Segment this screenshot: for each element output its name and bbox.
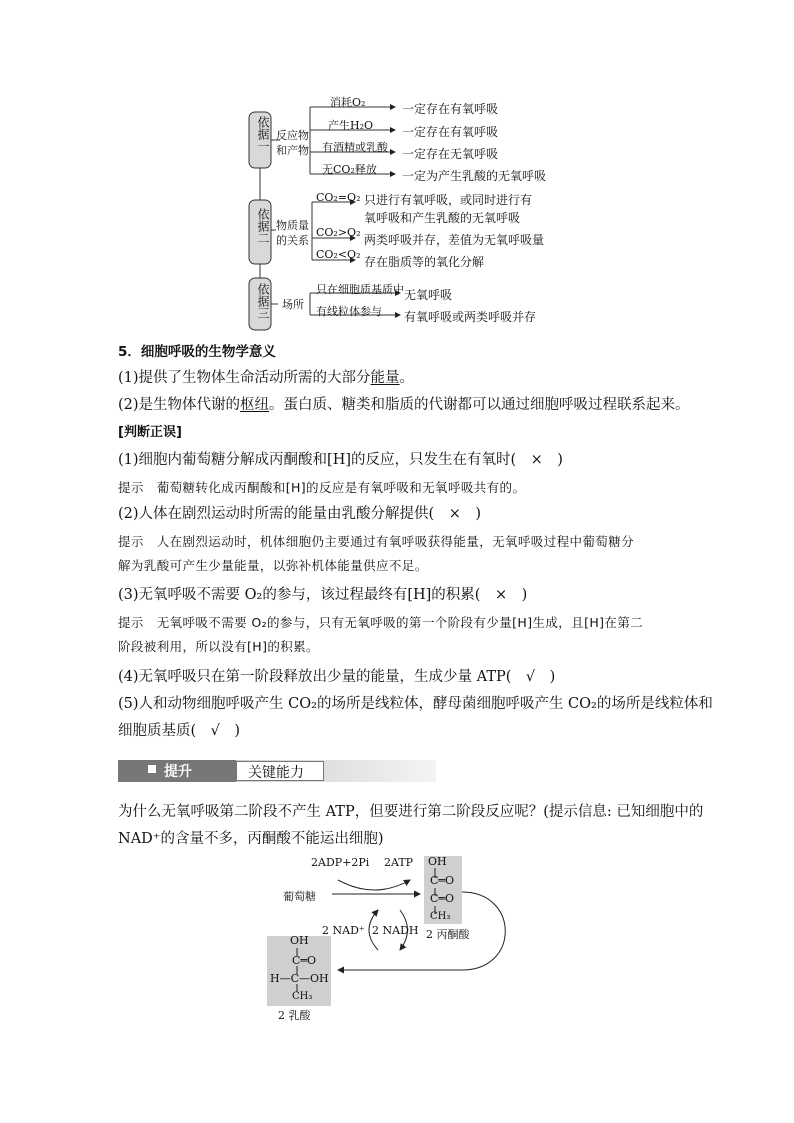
b2-result-1b: 氧呼吸和产生乳酸的无氧呼吸	[364, 211, 521, 225]
lac-c1: C═O	[292, 954, 317, 967]
adp-label: 2ADP+2Pi	[311, 856, 370, 869]
p2-end: 。蛋白质、糖类和脂质的代谢都可以通过细胞呼吸过程联系起来。	[269, 397, 690, 413]
pyr-c2: C═O	[430, 892, 455, 905]
judge-h2b: 解为乳酸可产生少量能量，以弥补机体能量供应不足。	[118, 558, 428, 573]
judge-q1: (1)细胞内葡萄糖分解成丙酮酸和[H]的反应，只发生在有氧时( × )	[118, 452, 563, 468]
basis2-label: 依据二	[256, 208, 270, 244]
pyr-ch3: CH₃	[430, 911, 451, 922]
atp-label: 2ATP	[384, 856, 414, 869]
section5-heading: 5．细胞呼吸的生物学意义	[118, 344, 276, 360]
basis1-label: 依据一	[256, 116, 270, 152]
judge-q3: (3)无氧呼吸不需要 O₂的参与，该过程最终有[H]的积累( × )	[118, 587, 528, 603]
banner-square-icon	[148, 765, 156, 773]
b2-label-2: 的关系	[276, 234, 309, 247]
judge-q2: (2)人体在剧烈运动时所需的能量由乳酸分解提供( × )	[118, 506, 482, 522]
b1-result-4: 一定为产生乳酸的无氧呼吸	[402, 169, 547, 183]
glucose-label: 葡萄糖	[283, 890, 316, 903]
b2-cond-1: CO₂=O₂	[316, 191, 361, 204]
b1-result-1: 一定存在有氧呼吸	[402, 102, 499, 116]
banner-right-text: 关键能力	[248, 765, 304, 781]
p2-underline: 枢纽	[240, 397, 270, 413]
judge-h1: 提示 葡萄糖转化成丙酮酸和[H]的反应是有氧呼吸和无氧呼吸共有的。	[118, 480, 526, 495]
b2-cond-3: CO₂<O₂	[316, 248, 361, 261]
lac-oh: OH	[290, 934, 309, 947]
pyruvate-label: 2 丙酮酸	[426, 928, 470, 941]
b2-result-2: 两类呼吸并存，差值为无氧呼吸量	[364, 233, 545, 247]
b1-cond-3: 有酒精或乳酸	[322, 141, 388, 154]
p1-underline: 能量	[370, 370, 400, 386]
b1-result-3: 一定存在无氧呼吸	[402, 147, 499, 161]
judge-q4: (4)无氧呼吸只在第一阶段释放出少量的能量，生成少量 ATP( √ )	[118, 669, 556, 685]
nad-label: 2 NAD⁺	[322, 924, 365, 937]
lactate-label: 2 乳酸	[278, 1009, 311, 1022]
pyr-c1: C═O	[430, 874, 455, 887]
b3-label: 场所	[282, 298, 304, 311]
b2-cond-2: CO₂>O₂	[316, 226, 361, 239]
basis3-label: 依据三	[256, 283, 270, 319]
banner-left-text: 提升	[164, 764, 192, 780]
b3-result-1: 无氧呼吸	[404, 288, 453, 302]
judge-heading: [判断正误]	[118, 425, 182, 440]
judge-h3a: 提示 无氧呼吸不需要 O₂的参与，只有无氧呼吸的第一个阶段有少量[H]生成，且[H]在第二	[118, 615, 644, 630]
b3-cond-1: 只在细胞质基质中	[316, 283, 404, 296]
p2-text: (2)是生物体代谢的	[118, 397, 241, 413]
judge-h3b: 阶段被利用，所以没有[H]的积累。	[118, 639, 319, 654]
b2-result-3: 存在脂质等的氧化分解	[364, 255, 485, 269]
p1-end: 。	[399, 370, 415, 386]
pyr-oh: OH	[428, 855, 447, 868]
section-banner	[118, 760, 436, 782]
b2-label-1: 物质量	[276, 219, 309, 232]
b2-result-1a: 只进行有氧呼吸，或同时进行有	[364, 193, 533, 207]
b1-cond-2: 产生H₂O	[328, 119, 374, 132]
b1-label-2: 和产物	[276, 144, 309, 157]
nadh-label: 2 NADH	[372, 924, 419, 937]
question-line2: NAD⁺的含量不多，丙酮酸不能运出细胞)	[118, 831, 384, 847]
b1-cond-1: 消耗O₂	[330, 96, 366, 109]
section5-p1	[118, 368, 414, 388]
judge-q5a: (5)人和动物细胞呼吸产生 CO₂的场所是线粒体，酵母菌细胞呼吸产生 CO₂的场所是线粒体和	[118, 696, 713, 712]
b3-cond-2: 有线粒体参与	[316, 305, 382, 318]
b1-result-2: 一定存在有氧呼吸	[402, 125, 499, 139]
lac-ch3: CH₃	[292, 991, 313, 1002]
question-line1: 为什么无氧呼吸第二阶段不产生 ATP，但要进行第二阶段反应呢？(提示信息: 已知细胞中的	[118, 804, 704, 820]
b1-cond-4: 无CO₂释放	[322, 163, 377, 176]
b3-result-2: 有氧呼吸或两类呼吸并存	[404, 310, 537, 324]
judge-q5b: 细胞质基质( √ )	[118, 723, 241, 739]
p1-text: (1)提供了生物体生命活动所需的大部分	[118, 370, 371, 386]
lac-mid: H—C—OH	[270, 972, 329, 985]
section5-p2	[118, 395, 690, 415]
judge-h2a: 提示 人在剧烈运动时，机体细胞仍主要通过有氧呼吸获得能量，无氧呼吸过程中葡萄糖分	[118, 534, 635, 549]
b1-label-1: 反应物	[276, 129, 309, 142]
